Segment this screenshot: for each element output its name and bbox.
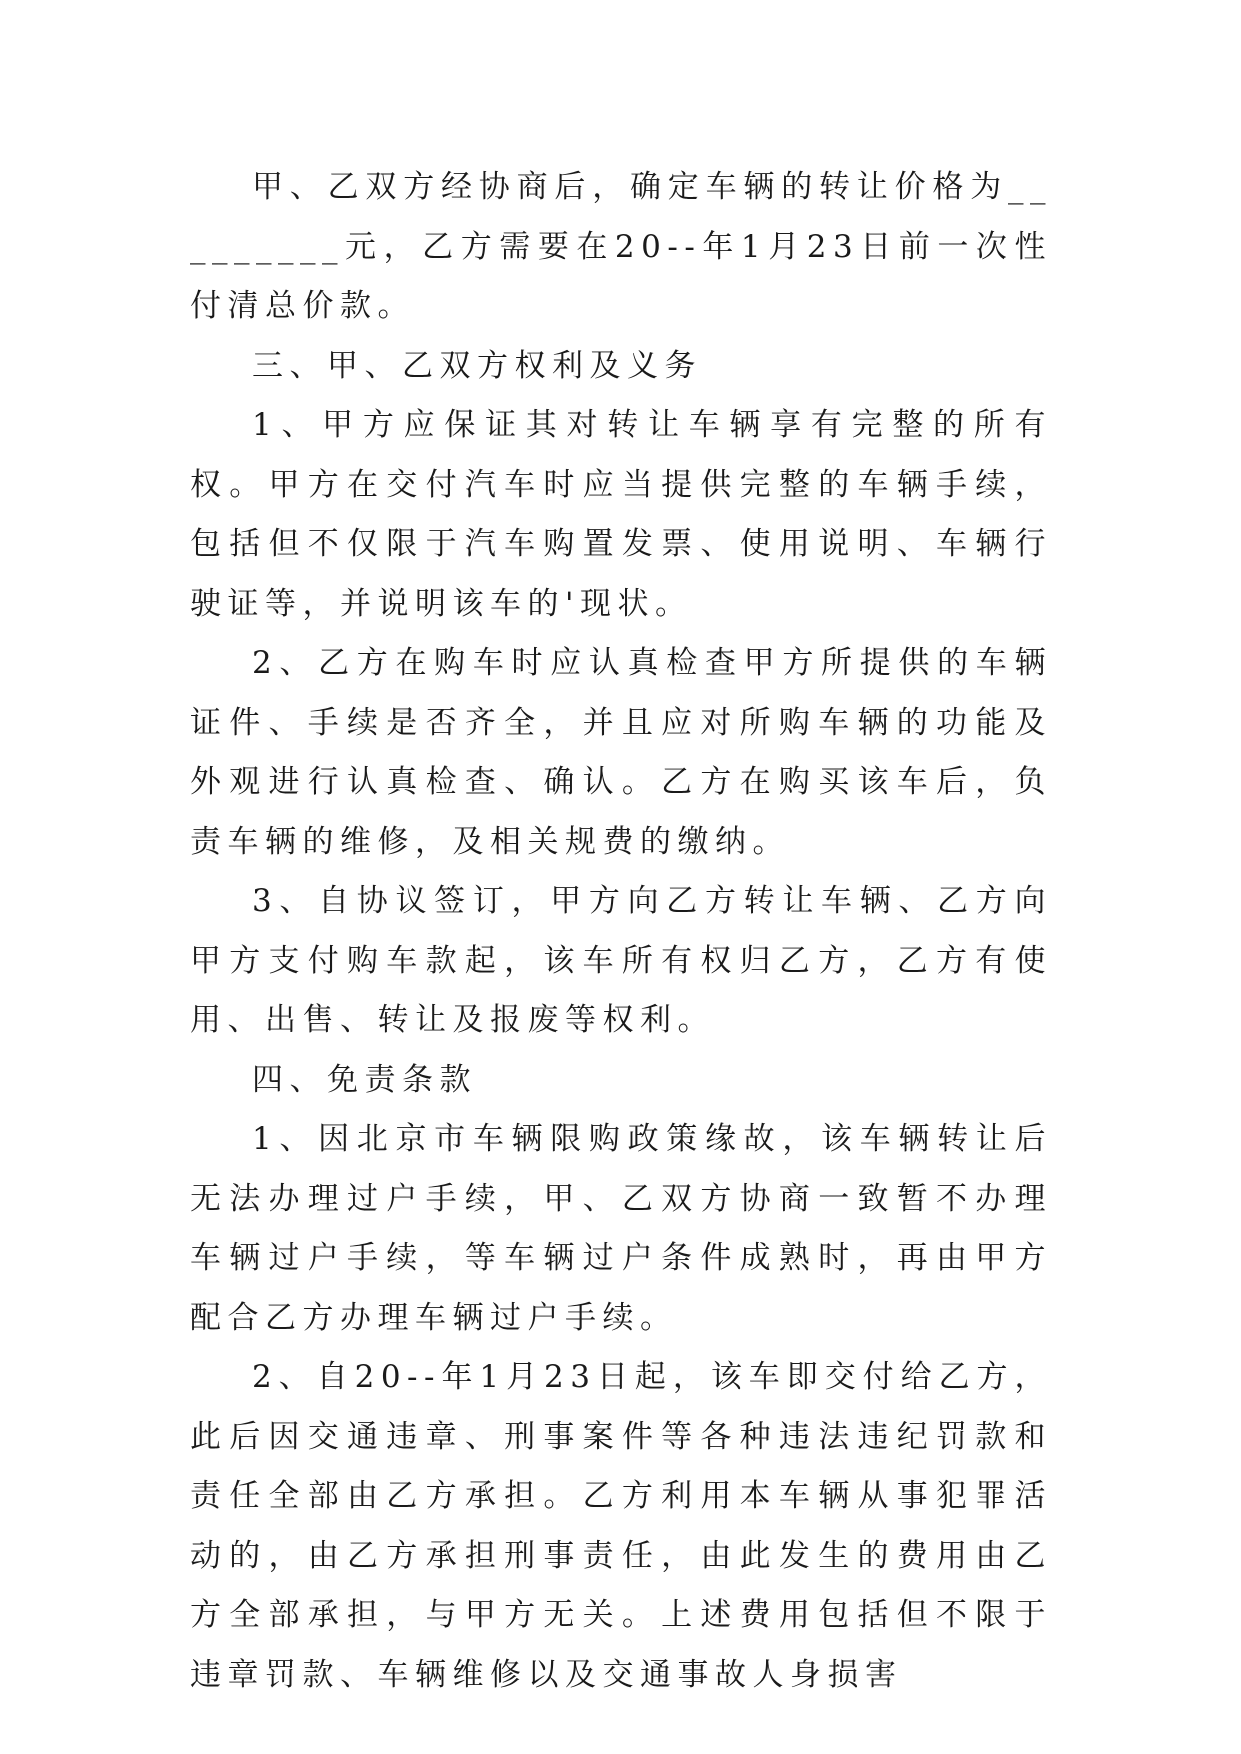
paragraph-disclaimer-2: 2、自20--年1月23日起，该车即交付给乙方，此后因交通违章、刑事案件等各种违法违纪罚款和责任全部由乙方承担。乙方利用本车辆从事犯罪活动的，由乙方承担刑事责任，由此发生的费用由乙方全部承担，与甲方无关。上述费用包括但不限于违章罚款、车辆维修以及交通事故人身损害 (190, 1359, 1052, 1693)
document-body (190, 158, 1052, 1705)
paragraph-rights-3: 3、自协议签订，甲方向乙方转让车辆、乙方向甲方支付购车款起，该车所有权归乙方，乙方有使用、出售、转让及报废等权利。 (190, 883, 1052, 1038)
section-heading-disclaimer: 四、免责条款 (252, 1061, 477, 1098)
paragraph-disclaimer-1: 1、因北京市车辆限购政策缘故，该车辆转让后无法办理过户手续，甲、乙双方协商一致暂不办理车辆过户手续，等车辆过户条件成熟时，再由甲方配合乙方办理车辆过户手续。 (190, 1121, 1052, 1336)
paragraph-rights-1: 1、甲方应保证其对转让车辆享有完整的所有权。甲方在交付汽车时应当提供完整的车辆手续，包括但不仅限于汽车购置发票、使用说明、车辆行驶证等，并说明该车的'现状。 (190, 407, 1052, 622)
paragraph-price: 甲、乙双方经协商后，确定车辆的转让价格为_________元，乙方需要在20--年1月23日前一次性付清总价款。 (190, 169, 1052, 324)
section-heading-rights: 三、甲、乙双方权利及义务 (252, 347, 702, 384)
paragraph-rights-2: 2、乙方在购车时应认真检查甲方所提供的车辆证件、手续是否齐全，并且应对所购车辆的功能及外观进行认真检查、确认。乙方在购买该车后，负责车辆的维修，及相关规费的缴纳。 (190, 645, 1052, 860)
